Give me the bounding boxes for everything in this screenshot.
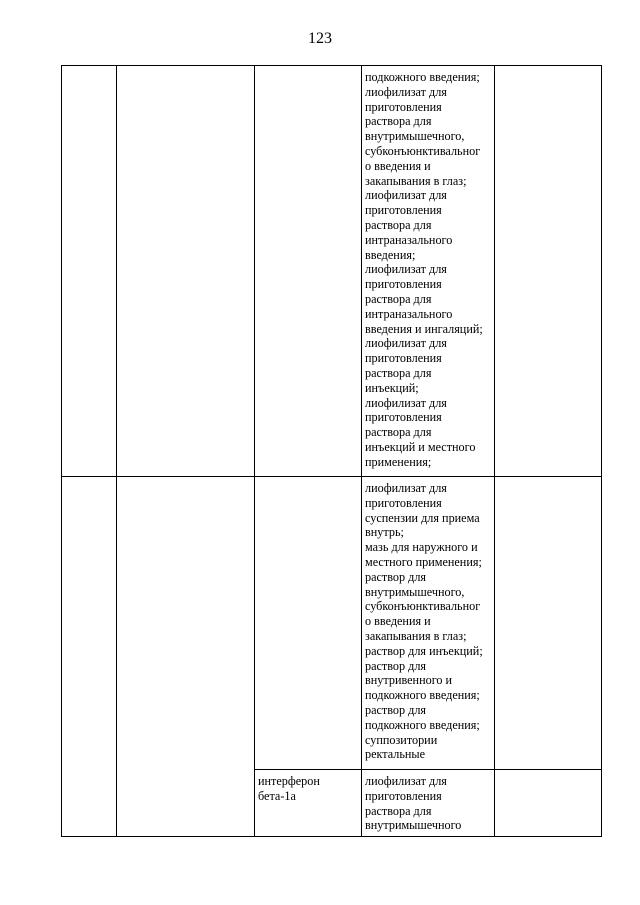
table-cell-drug-name [255,477,362,770]
table-cell-dosage-forms: лиофилизат для приготовления раствора для внутримышечного [362,770,495,837]
table-cell-group [117,477,255,837]
table-cell-notes [495,477,602,770]
page-number: 123 [308,30,332,47]
medication-table [61,65,602,837]
table-cell-drug-name [255,66,362,477]
table-cell-dosage-forms: подкожного введения; лиофилизат для приготовления раствора для внутримышечного, субконъюнктивальног о введения и закапывания в глаз; лиофилизат для приготовления раствора для интраназального введения; лиофилизат для приготовления раствора для интраназального введения и ингаляций; лиофилизат для приготовления раствора для инъекций; лиофилизат для приготовления раствора для инъекций и местного применения; [362,66,495,477]
table-cell-drug-name: интерферон бета-1a [255,770,362,837]
table-cell-dosage-forms: лиофилизат для приготовления суспензии для приема внутрь; мазь для наружного и местного применения; раствор для внутримышечного, субконъюнктивальног о введения и закапывания в глаз; раствор для инъекций; раствор для внутривенного и подкожного введения; раствор для подкожного введения; суппозитории ректальные [362,477,495,770]
table-cell-code [62,477,117,837]
table-row [62,66,602,477]
table-cell-notes [495,66,602,477]
table-cell-group [117,66,255,477]
table-cell-code [62,66,117,477]
table-row [62,477,602,770]
table-cell-notes [495,770,602,837]
